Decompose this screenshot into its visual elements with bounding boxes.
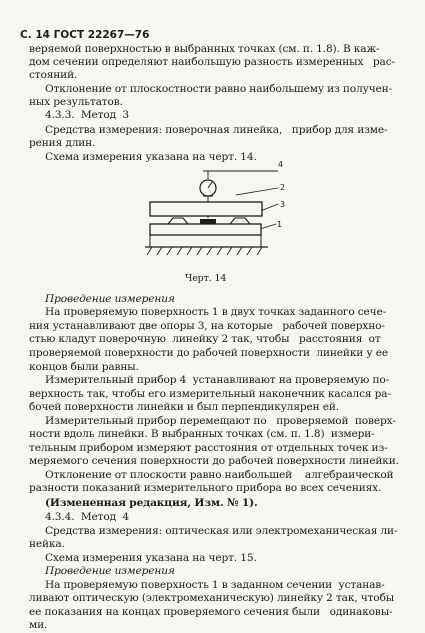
text-line: ности вдоль линейки. В выбранных точках (см. п. 1.8) измери- <box>29 428 375 440</box>
text-line: рения длин. <box>29 137 96 149</box>
callout-3: 3 <box>280 200 285 209</box>
text-line: концов были равны. <box>29 361 139 373</box>
text-line: нейка. <box>29 538 65 550</box>
text-line: Средства измерения: поверочная линейка, прибор для изме- <box>45 124 388 136</box>
text-line: проверяемой поверхности до рабочей поверхности линейки у ее <box>29 347 388 359</box>
text-line: верхность так, чтобы его измерительный наконечник касался ра- <box>29 388 391 400</box>
page-header: С. 14 ГОСТ 22267—76 <box>20 29 150 41</box>
text-line: Схема измерения указана на черт. 14. <box>45 151 257 163</box>
text-line: разности показаний измерительного прибора во всех сечениях. <box>29 482 382 494</box>
text-line: стью кладут поверочную линейку 2 так, чтобы расстояния от <box>29 333 381 345</box>
text-line: ных результатов. <box>29 96 123 108</box>
section-heading: 4.3.3. Метод 3 <box>45 109 130 121</box>
text-line: веряемой поверхностью в выбранных точках (см. п. 1.8). В каж- <box>29 43 380 55</box>
figure-caption: Черт. 14 <box>185 273 227 284</box>
text-line: Отклонение от плоскости равно наибольшей алгебраической <box>45 469 394 481</box>
text-line: Отклонение от плоскостности равно наибольшему из получен- <box>45 83 393 95</box>
subheading: Проведение измерения <box>45 565 175 577</box>
text-line: На проверяемую поверхность 1 в заданном сечении устанав- <box>45 579 385 591</box>
measurement-diagram <box>0 158 425 268</box>
text-line: ливают оптическую (электромеханическую) линейку 2 так, чтобы <box>29 592 395 604</box>
amendment-note: (Измененная редакция, Изм. № 1). <box>45 497 258 509</box>
text-line: дом сечении определяют наибольшую разность измеренных рас- <box>29 56 395 68</box>
text-line: Средства измерения: оптическая или электромеханическая ли- <box>45 525 398 537</box>
text-line: меряемого сечения поверхности до рабочей поверхности линейки. <box>29 455 399 467</box>
callout-1: 1 <box>277 220 282 229</box>
callout-4: 4 <box>278 160 283 169</box>
text-line: На проверяемую поверхность 1 в двух точках заданного сече- <box>45 306 387 318</box>
text-line: бочей поверхности линейки и был перпендикулярен ей. <box>29 401 339 413</box>
text-line: ее показания на концах проверяемого сечения были одинаковы- <box>29 606 393 618</box>
subheading: Проведение измерения <box>45 293 175 305</box>
callout-2: 2 <box>280 183 285 192</box>
text-line: Измерительный прибор 4 устанавливают на проверяемую по- <box>45 374 390 386</box>
section-heading: 4.3.4. Метод 4 <box>45 511 130 523</box>
text-line: ния устанавливают две опоры 3, на которые рабочей поверхно- <box>29 320 385 332</box>
text-line: ми. <box>29 619 48 631</box>
text-line: стояний. <box>29 69 78 81</box>
text-line: тельным прибором измеряют расстояния от отдельных точек из- <box>29 442 388 454</box>
text-line: Измерительный прибор перемещают по проверяемой поверх- <box>45 415 396 427</box>
text-line: Схема измерения указана на черт. 15. <box>45 552 257 564</box>
